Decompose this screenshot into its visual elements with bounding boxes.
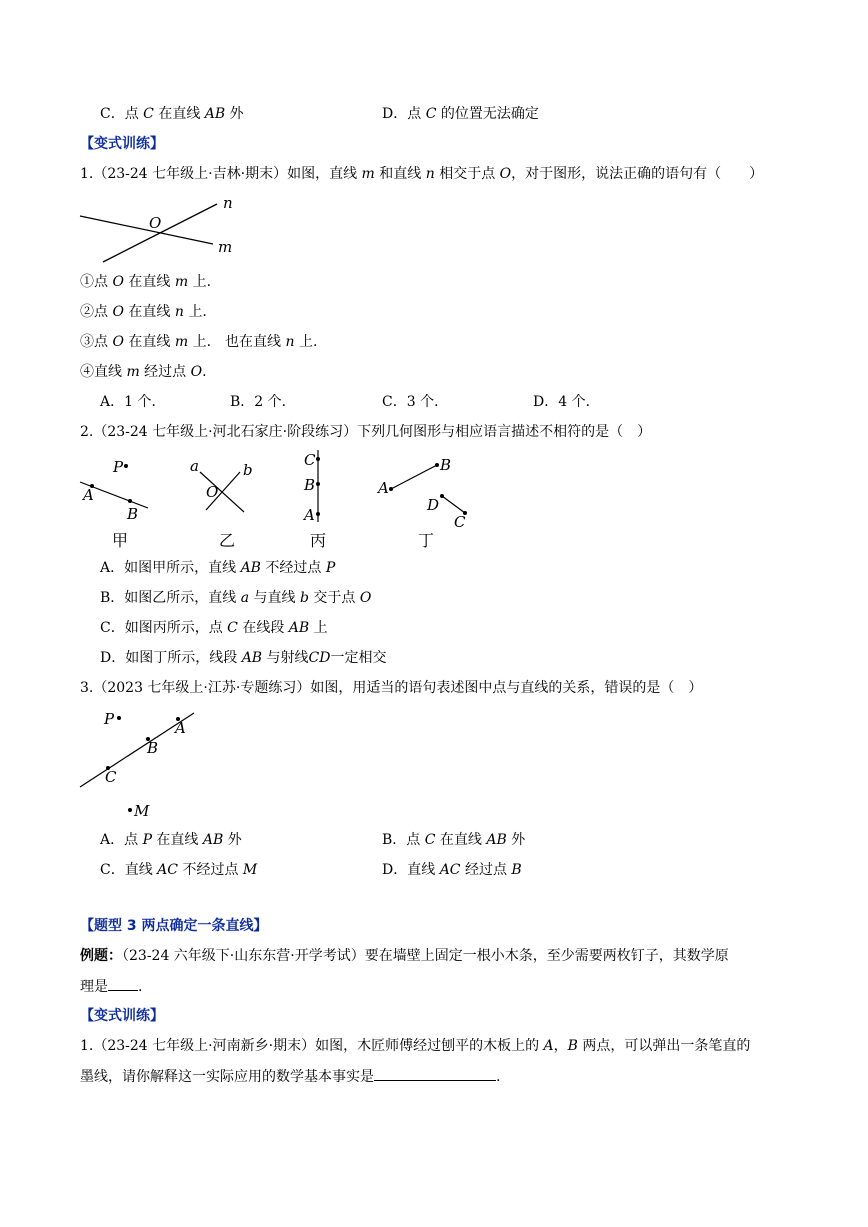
svg-text:甲: 甲 xyxy=(112,531,129,550)
answer-blank-long[interactable] xyxy=(374,1066,496,1081)
svg-text:M: M xyxy=(134,802,150,820)
svg-text:C: C xyxy=(454,513,466,531)
svg-text:D: D xyxy=(427,496,440,514)
svg-text:B: B xyxy=(127,505,139,523)
svg-text:A: A xyxy=(83,486,94,504)
question-4-line-2: 墨线，请你解释这一实际应用的数学基本事实是 . xyxy=(80,1066,500,1087)
q2-figure-ding xyxy=(374,452,474,552)
section-practice-heading: 【变式训练】 xyxy=(80,136,164,152)
statement-1: ①点 O 在直线 m 上. xyxy=(80,274,212,290)
question-2-stem: 2.（23-24 七年级上·河北石家庄·阶段练习）下列几何图形与相应语言描述不相符的是（ ） xyxy=(80,424,652,440)
q3-figure xyxy=(76,705,216,820)
svg-text:乙: 乙 xyxy=(219,531,236,550)
q3-option-a: A．点 P 在直线 AB 外 xyxy=(100,832,242,848)
point-b xyxy=(128,499,132,503)
svg-text:A: A xyxy=(304,506,315,524)
q1-figure xyxy=(75,190,245,260)
option-c-prev: C．点 C 在直线 AB 外 xyxy=(100,106,244,122)
svg-text:O: O xyxy=(206,483,219,501)
svg-text:A: A xyxy=(175,719,186,737)
q2-option-d: D．如图丁所示，线段 AB 与射线CD一定相交 xyxy=(100,650,387,666)
question-3-stem: 3.（2023 七年级上·江苏·专题练习）如图，用适当的语句表述图中点与直线的关系，错误的是（ ） xyxy=(80,680,703,696)
label-o: O xyxy=(149,214,162,232)
example-line-1: 例题：（23-24 六年级下·山东东营·开学考试）要在墙壁上固定一根小木条，至少需要两枚钉子，其数学原 xyxy=(80,948,729,964)
point-p xyxy=(117,716,121,720)
svg-text:B: B xyxy=(440,456,452,474)
q2-option-a: A．如图甲所示，直线 AB 不经过点 P xyxy=(100,560,336,576)
q2-option-c: C．如图丙所示，点 C 在线段 AB 上 xyxy=(100,620,328,636)
svg-text:P: P xyxy=(104,710,115,728)
question-4-line-1: 1.（23-24 七年级上·河南新乡·期末）如图，木匠师傅经过刨平的木板上的 A，B 两点，可以弹出一条笔直的 xyxy=(80,1038,751,1054)
label-n: n xyxy=(223,194,233,212)
label-m: m xyxy=(218,238,233,256)
question-1-stem: 1.（23-24 七年级上·吉林·期末）如图，直线 m 和直线 n 相交于点 O，对于图形，说法正确的语句有（ ） xyxy=(80,166,764,182)
section-practice-heading-2: 【变式训练】 xyxy=(80,1008,164,1024)
q2-figure-yi xyxy=(182,452,272,552)
q2-figure-bing xyxy=(298,446,348,552)
svg-text:丙: 丙 xyxy=(310,531,327,550)
svg-text:a: a xyxy=(190,457,199,475)
q2-option-b: B．如图乙所示，直线 a 与直线 b 交于点 O xyxy=(100,590,372,606)
svg-text:A: A xyxy=(378,479,389,497)
line-n xyxy=(103,204,217,262)
example-line-2: 理是 . xyxy=(80,976,142,997)
svg-text:b: b xyxy=(243,461,253,479)
q1-option-d: D．4 个． xyxy=(533,394,600,410)
svg-text:B: B xyxy=(304,476,316,494)
svg-text:P: P xyxy=(113,458,124,476)
q3-option-c: C．直线 AC 不经过点 M xyxy=(100,862,258,878)
point-m xyxy=(128,808,132,812)
q3-option-b: B．点 C 在直线 AB 外 xyxy=(382,832,526,848)
statement-2: ②点 O 在直线 n 上. xyxy=(80,304,207,320)
option-d-prev: D．点 C 的位置无法确定 xyxy=(382,106,539,122)
section-type3-heading: 【题型 3 两点确定一条直线】 xyxy=(80,918,268,934)
svg-text:丁: 丁 xyxy=(418,531,435,550)
svg-text:C: C xyxy=(304,451,316,469)
svg-text:B: B xyxy=(147,739,159,757)
example-label: 例题： xyxy=(80,948,122,964)
statement-4: ④直线 m 经过点 O. xyxy=(80,364,207,380)
q1-option-b: B．2 个． xyxy=(230,394,296,410)
svg-text:C: C xyxy=(105,768,117,786)
q1-option-c: C．3 个． xyxy=(382,394,449,410)
q2-figure-jia xyxy=(78,452,158,552)
point-p xyxy=(124,464,128,468)
q3-option-d: D．直线 AC 经过点 B xyxy=(382,862,522,878)
q1-option-a: A．1 个． xyxy=(100,394,166,410)
answer-blank[interactable] xyxy=(108,976,138,991)
statement-3: ③点 O 在直线 m 上. 也在直线 n 上. xyxy=(80,334,318,350)
